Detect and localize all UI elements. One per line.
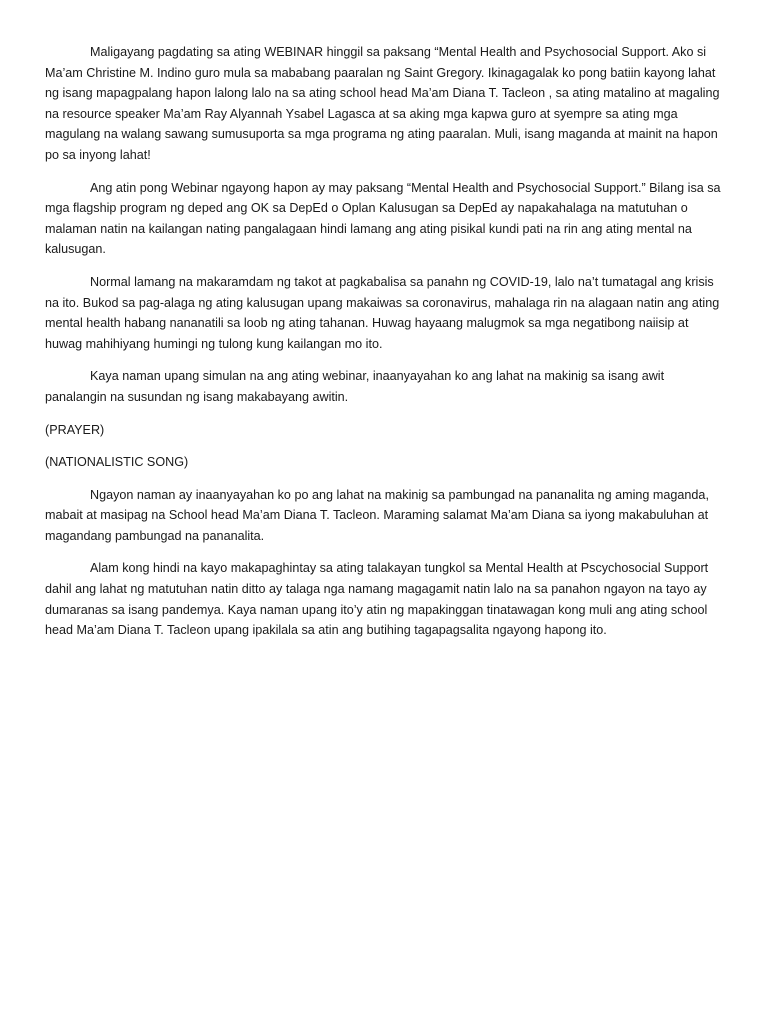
paragraph-welcome: Maligayang pagdating sa ating WEBINAR hinggil sa paksang “Mental Health and Psychosocial Support. Ako si Ma’am Christine M. Indino guro mula sa mababang paaralan ng Saint Gregory. Ikinagagalak ko pong batiin kayong lahat ng isang mapagpalang hapon lalong lalo na sa ating school head Ma’am Diana T. Tacleon , sa ating matalino at magaling na resource speaker Ma’am Ray Alyannah Ysabel Lagasca at sa aking mga kapwa guro at syempre sa ating mga magulang na walang sawang sumusuporta sa mga programa ng ating paaralan. Muli, isang maganda at mainit na hapon po sa inyong lahat! [45,45,720,162]
paragraph-covid-anxiety: Normal lamang na makaramdam ng takot at pagkabalisa sa panahn ng COVID-19, lalo na’t tumatagal ang krisis na ito. Bukod sa pag-alaga ng ating kalusugan upang makaiwas sa coronavirus, mahalaga rin na alagaan natin ang ating mental health habang nananatili sa loob ng ating tahanan. Huwag hayaang malugmok sa mga negatibong naiisip at huwag mahihiyang humingi ng tulong kung kailangan mo ito. [45,274,720,351]
paragraph-speaker-introduction: Alam kong hindi na kayo makapaghintay sa ating talakayan tungkol sa Mental Health at Pscychosocial Support dahil ang lahat ng matutuhan natin ditto ay talaga nga namang magagamit natin lalo na sa panahon ngayon na tayo ay dumaranas sa isang pandemya. Kaya naman upang ito’y atin ng mapakinggan tinatawagan kong muli ang ating school head Ma’am Diana T. Tacleon upang ipakilala sa atin ang butihing tagapagsalita ngayong hapong ito. [45,561,709,638]
paragraph-opening-remarks: Ngayon naman ay inaanyayahan ko po ang lahat na makinig sa pambungad na pananalita ng aming maganda, mabait at masipag na School head Ma’am Diana T. Tacleon. Maraming salamat Ma’am Diana sa iyong makabuluhan at magandang pambungad na pananalita. [45,487,709,543]
paragraph-prayer-cue: (PRAYER) [45,422,105,437]
paragraph-webinar-topic: Ang atin pong Webinar ngayong hapon ay may paksang “Mental Health and Psychosocial Support.” Bilang isa sa mga flagship program ng deped ang OK sa DepEd o Oplan Kalusugan sa DepEd ay napakahalaga na matutuhan o malaman natin na kailangan nating pangalagaan hindi lamang ang ating pisikal kundi pati na rin ang ating mental na kalusugan. [45,180,721,257]
paragraph-nationalistic-song-cue: (NATIONALISTIC SONG) [45,455,189,470]
document-page [45,42,729,653]
paragraph-prayer-invitation: Kaya naman upang simulan na ang ating webinar, inaanyayahan ko ang lahat na makinig sa isang awit panalangin na susundan ng isang makabayang awitin. [45,369,665,404]
